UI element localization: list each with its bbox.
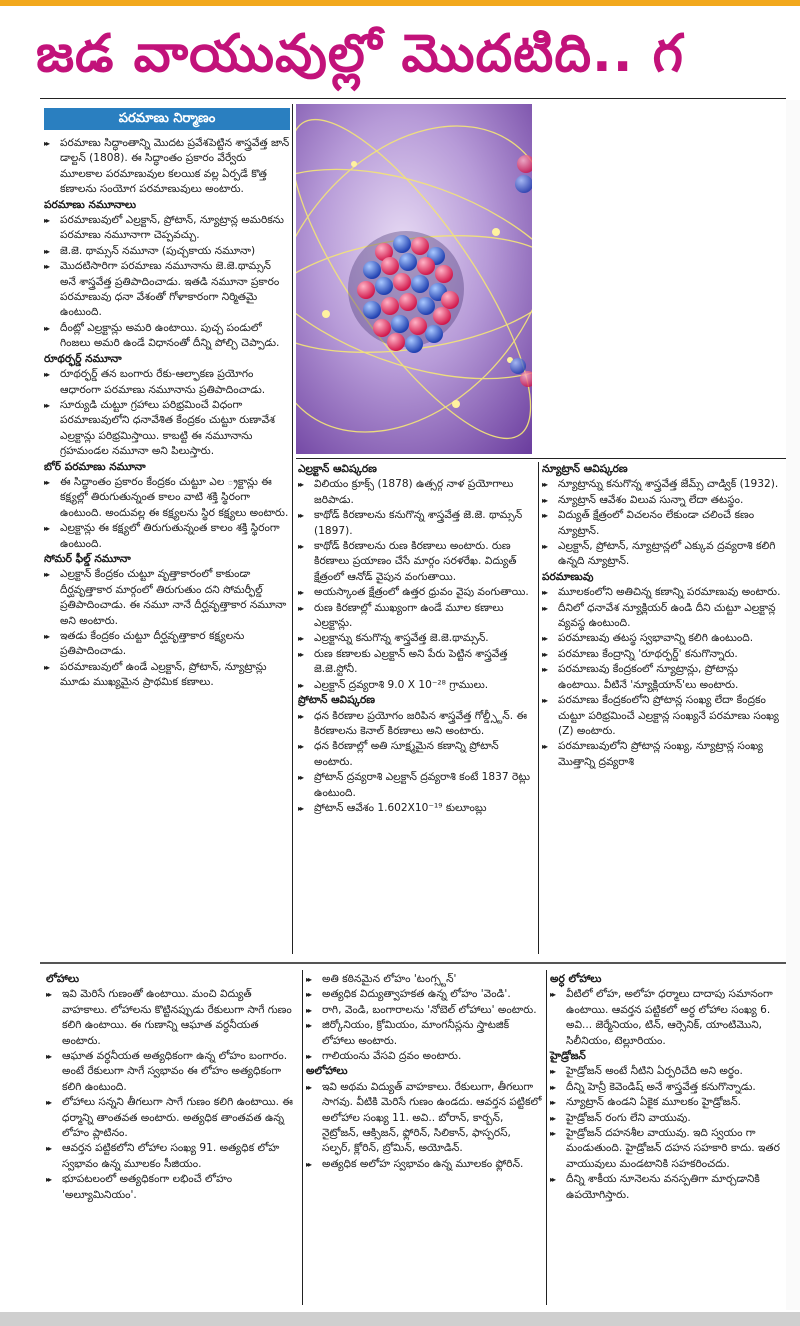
- bullet-item: ▸▸ ఎల్రక్టాన్ కేంద్రకం చుట్టూ వృత్తాకారంలో కాకుండా దీర్ఘవృత్తాకార మార్గంలో తిరుగుతుం దని సోమర్ఫీల్డ్ ప్రతిపాదించాడు. ఈ నమూ నానే దీర్ఘవృత్తాకార నమూనా అని అంటారు.: [44, 567, 290, 629]
- electron-proton-column: [298, 462, 534, 816]
- bullet-item: ▸▸ పరమాణు కేంద్రాన్ని 'రూథర్ఫర్డ్' కనుగొన్నారు.: [542, 647, 782, 662]
- subheading: ప్రోటాన్ ఆవిష్కరణ: [298, 694, 376, 707]
- nonmetals-column: [306, 972, 542, 1172]
- bullet-item: ▸▸ దీంట్లో ఎల్రక్టాన్లు అమరి ఉంటాయి. పుచ్చ పండులో గింజలు అమరి ఉండే విధానంతో దీన్ని పోల్చి చెప్పాడు.: [44, 321, 290, 352]
- bullet-item: ▸▸ పరమాణువు కేంద్రకంలో న్యూట్రాన్లు, ప్రోటాన్లు ఉంటాయి. వీటినే 'న్యూక్లియాన్'లు అంటారు.: [542, 662, 782, 693]
- bullet-item: ▸▸ ఎల్రక్టాన్లు ఈ కక్ష్యలో తిరుగుతున్నంత కాలం శక్తి స్థిరంగా ఉంటుంది.: [44, 521, 290, 552]
- bullet-item: ▸▸ కాథోడ్ కిరణాలను కనుగొన్న శాస్త్రవేత్త జె.జె. థామ్సన్ (1897).: [298, 508, 534, 539]
- bullet-item: ▸▸ పరమాణు సిద్ధాంతాన్ని మొదట ప్రవేశపెట్టిన శాస్త్రవేత్త జాన్ డాల్టన్ (1808). ఈ సిద్ధాంతం ప్రకారం వేర్వేరు మూలకాల పరమాణువుల కలయిక వల్ల ఏర్పడే కొత్త కణాలను సంయోగ పరమాణువులు అంటారు.: [44, 136, 290, 198]
- bullet-item: ▸▸ పరమాణువులో ఎల్రక్టాన్, ప్రోటాన్, న్యూట్రాన్ల అమరికను పరమాణు నమూనాగా చెప్పవచ్చు.: [44, 213, 290, 244]
- bullet-item: ▸▸ వీటిలో లోహ, అలోహ ధర్మాలు దాదాపు సమానంగా ఉంటాయి. ఆవర్తన పట్టికలో అర్ధ లోహాల సంఖ్య 6. అవి... జెర్మేనియం, టిన్, ఆర్సెనిక్, యాంటిమొని, సిలీనియం, టెల్లూరియం.: [550, 987, 782, 1049]
- bullet-item: ▸▸ ఈ సిద్ధాంతం ప్రకారం కేంద్రకం చుట్టూ ఎల ్రక్టాన్లు ఈ కక్ష్యల్లో తిరుగుతున్నంత కాలం వాటి శక్తి స్థిరంగా ఉంటుంది. అందువల్ల ఈ కక్ష్యలను స్థిర కక్ష్యలు అంటారు.: [44, 475, 290, 521]
- bullet-item: ▸▸ పరమాణువులో ఉండే ఎల్రక్టాన్, ప్రోటాన్, న్యూట్రాన్లు మూడు ముఖ్యమైన ప్రాథమిక కణాలు.: [44, 660, 290, 691]
- bullet-item: ▸▸ పరమాణువు తటస్థ స్వభావాన్ని కలిగి ఉంటుంది.: [542, 631, 782, 646]
- bullet-item: ▸▸ పరమాణువులోని ప్రోటాన్ల సంఖ్య, న్యూట్రాన్ల సంఖ్య మొత్తాన్ని ద్రవ్యరాశి: [542, 739, 782, 770]
- subheading: హైడ్రోజన్: [550, 1050, 586, 1063]
- bullet-item: ▸▸ మూలకంలోని అతిచిన్న కణాన్ని పరమాణువు అంటారు.: [542, 585, 782, 600]
- adjacent-page-edge: [786, 100, 800, 1310]
- bullet-item: ▸▸ ధన కిరణాల ప్రయోగం జరిపిన శాస్త్రవేత్త గోల్డ్స్టీన్. ఈ కిరణాలను కెనాల్ కిరణాలు అని అంటారు.: [298, 709, 534, 740]
- divider: [40, 98, 786, 99]
- bullet-item: ▸▸ హైడ్రోజన్ దహనశీల వాయువు. ఇది స్వయం గా మండుతుంది. హైడ్రోజన్ దహన సహకారి కాదు. ఇతర వాయువులు మండటానికి సహకరించదు.: [550, 1126, 782, 1172]
- section-title: పరమాణు నిర్మాణం: [44, 108, 290, 130]
- bottom-band: [0, 1312, 800, 1326]
- bullet-item: ▸▸ న్యూట్రాన్ ఆవేశం విలువ సున్నా లేదా తటస్థం.: [542, 493, 782, 508]
- bullet-item: ▸▸ అతి కఠినమైన లోహం 'టంగ్స్టన్': [306, 972, 542, 987]
- bullet-item: ▸▸ ఎల్రక్టాన్, ప్రోటాన్, న్యూట్రాన్లలో ఎక్కువ ద్రవ్యరాశి కలిగి ఉన్నది న్యూట్రాన్.: [542, 539, 782, 570]
- divider: [296, 458, 786, 459]
- bullet-item: ▸▸ న్యూట్రాన్ను కనుగొన్న శాస్త్రవేత్త జేమ్స్ చాడ్విక్ (1932).: [542, 477, 782, 492]
- subheading: పరమాణు నమూనాలు: [44, 198, 137, 211]
- bullet-item: ▸▸ రూథర్ఫర్డ్ తన బంగారు రేకు-ఆల్ఫాకణ ప్రయోగం ఆధారంగా పరమాణు నమూనాను ప్రతిపాదించాడు.: [44, 367, 290, 398]
- subheading: న్యూట్రాన్ ఆవిష్కరణ: [542, 463, 628, 475]
- bullet-item: ▸▸ ఎల్రక్టాన్ను కనుగొన్న శాస్త్రవేత్త జె.జె.థామ్సన్.: [298, 631, 534, 646]
- bullet-item: ▸▸ ధన కిరణాల్లో అతి సూక్ష్మమైన కణాన్ని ప్రోటాన్ అంటారు.: [298, 739, 534, 770]
- bullet-item: ▸▸ సూర్యుడి చుట్టూ గ్రహాలు పరిభ్రమించే విధంగా పరమాణువులోని ధనావేశిత కేంద్రకం చుట్టూ రుణావేశ ఎల్రక్టాన్లు పరిభ్రమిస్తాయి. కాబట్టి ఈ నమూనాను గ్రహమండల నమూనా అని పిలుస్తారు.: [44, 398, 290, 460]
- bullet-item: ▸▸ జిర్కోనియం, క్రోమియం, మాంగనీస్లను స్త్రాటజిక్ లోహాలు అంటారు.: [306, 1018, 542, 1049]
- subheading: లోహాలు: [46, 973, 80, 985]
- bullet-item: ▸▸ హైడ్రోజన్ అంటే నీటిని ఏర్పరిచేది అని అర్థం.: [550, 1064, 782, 1079]
- bullet-item: ▸▸ ఇవి మెరిసే గుణంతో ఉంటాయి. మంచి విద్యుత్ వాహకాలు. లోహాలను కొట్టినప్పుడు రేకులుగా సాగే గుణం కలిగి ఉంటాయి. ఈ గుణాన్ని ఆఘాత వర్ధనీయత అంటారు.: [46, 987, 298, 1049]
- bullet-item: ▸▸ ఆవర్తన పట్టికలోని లోహాల సంఖ్య 91. అత్యధిక లోహ స్వభావం ఉన్న మూలకం సీజియం.: [46, 1141, 298, 1172]
- bullet-item: ▸▸ లోహాలు సన్నని తీగలుగా సాగే గుణం కలిగి ఉంటాయి. ఈ ధర్మాన్ని తాంతవత అంటారు. అత్యధిక తాంతవత ఉన్న లోహం ప్లాటినం.: [46, 1095, 298, 1141]
- subheading: అర్ధ లోహాలు: [550, 973, 602, 985]
- neutron-atom-column: [542, 462, 782, 770]
- bullet-item: ▸▸ ఆఘాత వర్ధనీయత అత్యధికంగా ఉన్న లోహం బంగారం. అంటే రేకులుగా సాగే స్వభావం ఈ లోహం అత్యధికంగా కలిగి ఉంటుంది.: [46, 1049, 298, 1095]
- subheading: అలోహాలు: [306, 1065, 348, 1078]
- bullet-item: ▸▸ హైడ్రోజన్ రంగు లేని వాయువు.: [550, 1111, 782, 1126]
- subheading: బోర్ పరమాణు నమూనా: [44, 460, 146, 473]
- headline: జడ వాయువుల్లో మొదటిది.. గ: [36, 24, 684, 84]
- bullet-item: ▸▸ రుణ కిరణాల్లో ముఖ్యంగా ఉండే మూల కణాలు ఎల్రక్టాన్లు.: [298, 601, 534, 632]
- bullet-item: ▸▸ రాగి, వెండి, బంగారాలను 'నోబెల్ లోహాలు' అంటారు.: [306, 1003, 542, 1018]
- bullet-item: ▸▸ దీన్ని శాకీయ నూనెలను వనస్పతిగా మార్చడానికి ఉపయోగిస్తారు.: [550, 1172, 782, 1203]
- subheading: సోమర్ ఫీల్డ్ నమూనా: [44, 552, 131, 565]
- column-divider: [302, 970, 303, 1305]
- atom-illustration: [296, 104, 532, 454]
- bullet-item: ▸▸ మొదటిసారిగా పరమాణు నమూనాను జె.జె.థామ్సన్ అనే శాస్త్రవేత్త ప్రతిపాదించాడు. ఇతడి నమూనా ప్రకారం పరమాణువు ధనా వేశంతో గోళాకారంగా నిర్మితమై ఉంటుంది.: [44, 259, 290, 321]
- bullet-item: ▸▸ దీన్ని హెన్రీ కెవెండిష్ అనే శాస్త్రవేత్త కనుగొన్నాడు.: [550, 1080, 782, 1095]
- bullet-item: ▸▸ విలియం క్రూక్స్ (1878) ఉత్సర్గ నాళ ప్రయోగాలు జరిపాడు.: [298, 477, 534, 508]
- bullet-item: ▸▸ అయస్కాంత క్షేత్రంలో ఉత్తర ధ్రువం వైపు వంగుతాయి.: [298, 585, 534, 600]
- bullet-item: ▸▸ గాలియంను వేసవి ద్రవం అంటారు.: [306, 1049, 542, 1064]
- metalloids-hydrogen-column: [550, 972, 782, 1203]
- subheading: రూథర్ఫర్డ్ నమూనా: [44, 352, 122, 365]
- bullet-item: ▸▸ ఇవి అథమ విద్యుత్ వాహకాలు. రేకులుగా, తీగలుగా సాగవు. వీటికి మెరిసే గుణం ఉండదు. ఆవర్తన పట్టికలో అలోహాల సంఖ్య 11. అవి.. బోరాన్, కార్బన్, నైట్రోజన్, ఆక్సిజన్, ఫ్లోరిన్, సిలికాన్, ఫాస్పరస్, సల్ఫర్, క్లోరిన్, బ్రోమిన్, అయోడిన్.: [306, 1080, 542, 1157]
- bullet-item: ▸▸ అత్యధిక అలోహ స్వభావం ఉన్న మూలకం ఫ్లోరిన్.: [306, 1157, 542, 1172]
- bullet-item: ▸▸ దీనిలో ధనావేశ న్యూక్లియర్ ఉండి దీని చుట్టూ ఎల్రక్టాన్ల వ్యవస్థ ఉంటుంది.: [542, 601, 782, 632]
- bullet-item: ▸▸ జె.జె. థామ్సన్ నమూనా (పుచ్చకాయ నమూనా): [44, 244, 290, 259]
- section-divider: [40, 962, 786, 964]
- bullet-item: ▸▸ అత్యధిక విద్యుత్వాహకత ఉన్న లోహం 'వెండి'.: [306, 987, 542, 1002]
- subheading: ఎల్రక్టాన్ ఆవిష్కరణ: [298, 463, 377, 475]
- subheading: పరమాణువు: [542, 570, 594, 583]
- metals-column: [46, 972, 298, 1203]
- bullet-item: ▸▸ న్యూట్రాన్ ఉండని ఏకైక మూలకం హైడ్రోజన్.: [550, 1095, 782, 1110]
- column-divider: [538, 462, 539, 954]
- column-divider: [292, 104, 293, 954]
- column-divider: [546, 970, 547, 1305]
- bullet-item: ▸▸ ప్రోటాన్ ద్రవ్యరాశి ఎల్రక్టాన్ ద్రవ్యరాశి కంటే 1837 రెట్లు ఉంటుంది.: [298, 770, 534, 801]
- bullet-item: ▸▸ ప్రోటాన్ ఆవేశం 1.602X10⁻¹⁹ కులూంబ్లు: [298, 801, 534, 816]
- top-accent-rule: [0, 0, 800, 6]
- bullet-item: ▸▸ రుణ కణాలకు ఎల్రక్టాన్ అని పేరు పెట్టిన శాస్త్రవేత్త జె.జె.స్టోనీ.: [298, 647, 534, 678]
- bullet-item: ▸▸ ఎల్రక్టాన్ ద్రవ్యరాశి 9.0 X 10⁻²⁸ గ్రాములు.: [298, 678, 534, 693]
- atomic-structure-column: [44, 108, 290, 691]
- bullet-item: ▸▸ కాథోడ్ కిరణాలను రుణ కిరణాలు అంటారు. రుణ కిరణాలు ప్రయాణం చేసే మార్గం సరళరేఖ. విద్యుత్ క్షేత్రంలో ఆనోడ్ వైపున వంగుతాయి.: [298, 539, 534, 585]
- bullet-item: ▸▸ విద్యుత్ క్షేత్రంలో విచలనం లేకుండా చలించే కణం న్యూట్రాన్.: [542, 508, 782, 539]
- bullet-item: ▸▸ ఇతడు కేంద్రకం చుట్టూ దీర్ఘవృత్తాకార కక్ష్యలను ప్రతిపాదించాడు.: [44, 629, 290, 660]
- bullet-item: ▸▸ పరమాణు కేంద్రకంలోని ప్రోటాన్ల సంఖ్య లేదా కేంద్రకం చుట్టూ పరిభ్రమించే ఎల్రక్టాన్ల సంఖ్యనే పరమాణు సంఖ్య (Z) అంటారు.: [542, 693, 782, 739]
- bullet-item: ▸▸ భూపటలంలో అత్యధికంగా లభించే లోహం 'అల్యూమినియం'.: [46, 1172, 298, 1203]
